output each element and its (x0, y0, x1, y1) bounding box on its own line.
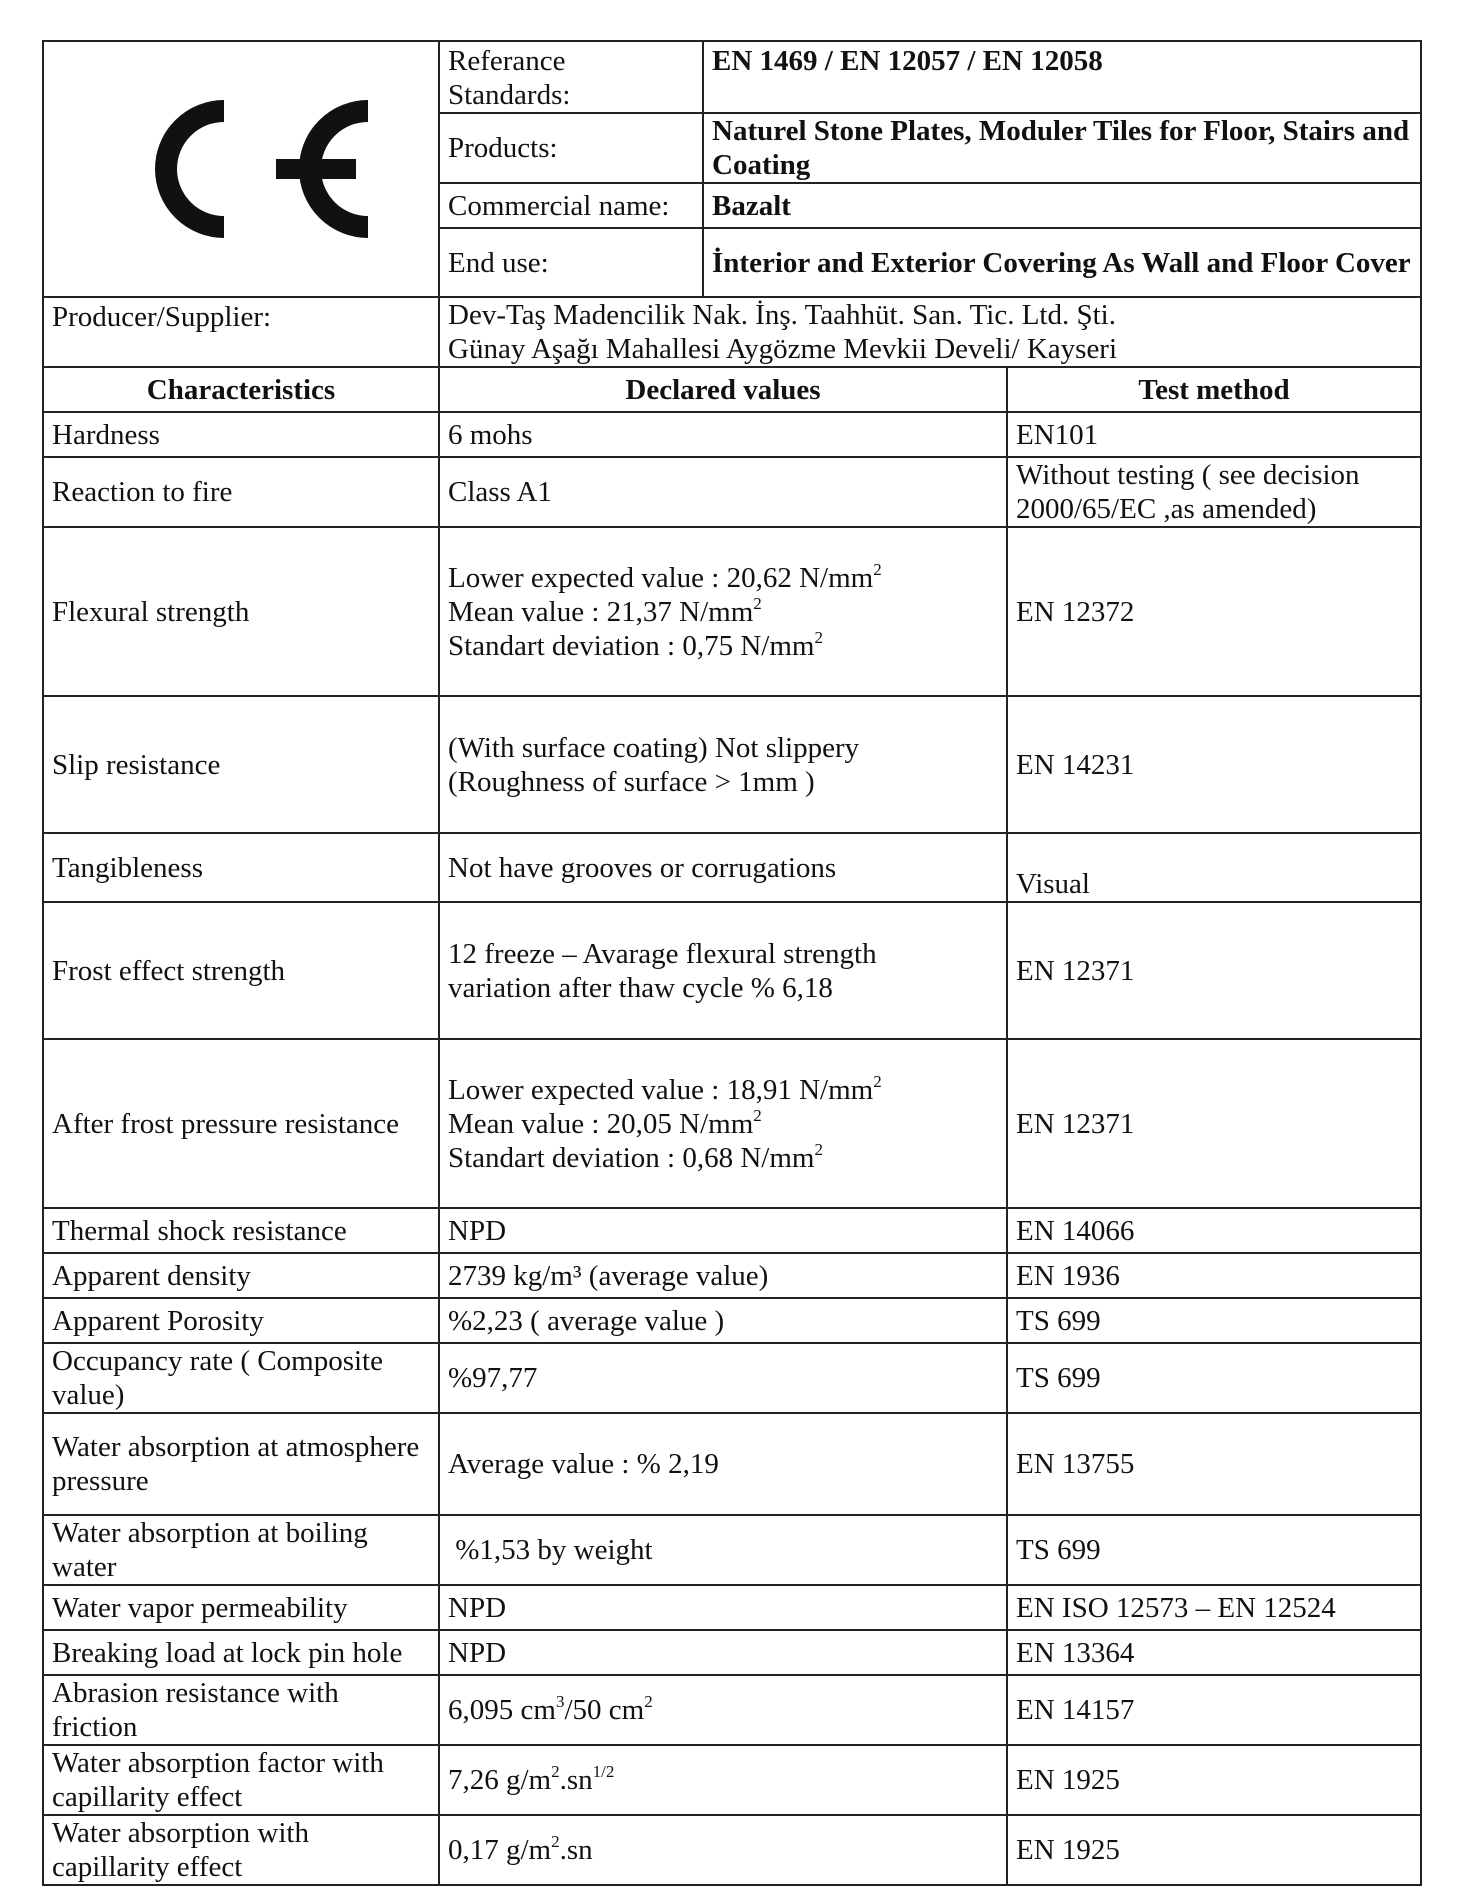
characteristic-name: Apparent Porosity (43, 1298, 439, 1343)
declared-value: 2739 kg/m³ (average value) (439, 1253, 1007, 1298)
declared-value: 7,26 $g/m^2.sn^{1/2}$ (439, 1745, 1007, 1815)
table-row (43, 527, 1421, 696)
test-method: TS 699 (1007, 1515, 1421, 1585)
reference-standards-value: EN 1469 / EN 12057 / EN 12058 (703, 41, 1421, 113)
table-row (43, 1675, 1421, 1745)
declaration-table (42, 40, 1422, 1886)
table-row (43, 1630, 1421, 1675)
characteristic-name: Occupancy rate ( Composite value) (43, 1343, 439, 1413)
declared-value: Class A1 (439, 457, 1007, 527)
characteristic-name: Reaction to fire (43, 457, 439, 527)
declared-value: Average value : % 2,19 (439, 1413, 1007, 1515)
value-line: Lower expected value : 18,91 $N/mm^2$ (448, 1071, 882, 1106)
test-method: EN 14231 (1007, 696, 1421, 833)
test-method: EN 13364 (1007, 1630, 1421, 1675)
ce-mark-logo (106, 84, 376, 254)
table-row (43, 1253, 1421, 1298)
declared-value: 6 mohs (439, 412, 1007, 457)
table-row (43, 1815, 1421, 1885)
table-row (43, 1298, 1421, 1343)
table-row (43, 1745, 1421, 1815)
test-method: EN 14066 (1007, 1208, 1421, 1253)
table-row (43, 412, 1421, 457)
value-line: (With surface coating) Not slippery (448, 731, 860, 764)
products-label: Products: (439, 113, 703, 183)
producer-value (439, 297, 1421, 367)
characteristic-name: Water absorption at atmosphere pressure (43, 1413, 439, 1515)
declared-value: %1,53 by weight (439, 1515, 1007, 1585)
test-method: EN 1925 (1007, 1815, 1421, 1885)
characteristic-name: Flexural strength (43, 527, 439, 696)
declared-value (439, 1039, 1007, 1208)
characteristic-name: Water absorption with capillarity effect (43, 1815, 439, 1885)
test-method: EN 14157 (1007, 1675, 1421, 1745)
value-line: Mean value : 20,05 $N/mm^2$ (448, 1105, 762, 1140)
test-method: EN ISO 12573 – EN 12524 (1007, 1585, 1421, 1630)
declared-value: NPD (439, 1585, 1007, 1630)
commercial-name-label: Commercial name: (439, 183, 703, 228)
declared-value (439, 696, 1007, 833)
value-line: Standart deviation : 0,68 $N/mm^2$ (448, 1139, 823, 1174)
producer-label: Producer/Supplier: (43, 297, 439, 367)
characteristic-name: Water absorption at boiling water (43, 1515, 439, 1585)
declared-value: %2,23 ( average value ) (439, 1298, 1007, 1343)
test-method: TS 699 (1007, 1343, 1421, 1413)
reference-standards-label: Referance Standards: (439, 41, 703, 113)
characteristic-name: After frost pressure resistance (43, 1039, 439, 1208)
test-method: Without testing ( see decision 2000/65/EC ,as amended) (1007, 457, 1421, 527)
declared-value (439, 902, 1007, 1039)
test-method: EN 12371 (1007, 1039, 1421, 1208)
characteristic-name: Abrasion resistance with friction (43, 1675, 439, 1745)
table-row (43, 833, 1421, 902)
table-row (43, 902, 1421, 1039)
table-row (43, 1208, 1421, 1253)
table-row (43, 1515, 1421, 1585)
producer-name: Dev-Taş Madencilik Nak. İnş. Taahhüt. San. Tic. Ltd. Şti. (448, 299, 1116, 331)
declared-value: NPD (439, 1630, 1007, 1675)
commercial-name-value: Bazalt (703, 183, 1421, 228)
declared-value: %97,77 (439, 1343, 1007, 1413)
test-method: EN 12371 (1007, 902, 1421, 1039)
ce-logo-cell (43, 41, 439, 297)
declared-value (439, 527, 1007, 696)
characteristic-name: Frost effect strength (43, 902, 439, 1039)
table-row (43, 1413, 1421, 1515)
characteristic-name: Water absorption factor with capillarity effect (43, 1745, 439, 1815)
characteristic-name: Breaking load at lock pin hole (43, 1630, 439, 1675)
declared-value: 0,17 $g/m^2.sn$ (439, 1815, 1007, 1885)
table-row (43, 1343, 1421, 1413)
test-method: TS 699 (1007, 1298, 1421, 1343)
test-method: EN 1925 (1007, 1745, 1421, 1815)
column-header-characteristics: Characteristics (43, 367, 439, 412)
column-header-declared-values: Declared values (439, 367, 1007, 412)
declared-value: Not have grooves or corrugations (439, 833, 1007, 902)
ce-declaration-sheet (42, 40, 1420, 1886)
declared-value: 6,095 $cm^3/50$ $cm^2$ (439, 1675, 1007, 1745)
value-line: Mean value : 21,37 $N/mm^2$ (448, 593, 762, 628)
test-method: EN 12372 (1007, 527, 1421, 696)
end-use-value: İnterior and Exterior Covering As Wall and Floor Cover (703, 228, 1421, 297)
test-method: EN 13755 (1007, 1413, 1421, 1515)
value-line: (Roughness of surface > 1mm ) (448, 765, 815, 798)
producer-address: Günay Aşağı Mahallesi Aygözme Mevkii Develi/ Kayseri (448, 333, 1118, 365)
table-row (43, 457, 1421, 527)
characteristic-name: Slip resistance (43, 696, 439, 833)
declared-value: NPD (439, 1208, 1007, 1253)
table-row (43, 696, 1421, 833)
value-line: Lower expected value : 20,62 $N/mm^2$ (448, 559, 882, 594)
value-line: variation after thaw cycle % 6,18 (448, 971, 833, 1004)
products-value: Naturel Stone Plates, Moduler Tiles for Floor, Stairs and Coating (703, 113, 1421, 183)
characteristic-name: Hardness (43, 412, 439, 457)
test-method: EN101 (1007, 412, 1421, 457)
value-line: 12 freeze – Avarage flexural strength (448, 937, 877, 970)
end-use-label: End use: (439, 228, 703, 297)
characteristic-name: Tangibleness (43, 833, 439, 902)
test-method: Visual (1007, 833, 1421, 902)
table-row (43, 1039, 1421, 1208)
test-method: EN 1936 (1007, 1253, 1421, 1298)
table-row (43, 1585, 1421, 1630)
characteristic-name: Thermal shock resistance (43, 1208, 439, 1253)
characteristic-name: Apparent density (43, 1253, 439, 1298)
column-header-test-method: Test method (1007, 367, 1421, 412)
value-line: Standart deviation : 0,75 $N/mm^2$ (448, 627, 823, 662)
characteristic-name: Water vapor permeability (43, 1585, 439, 1630)
